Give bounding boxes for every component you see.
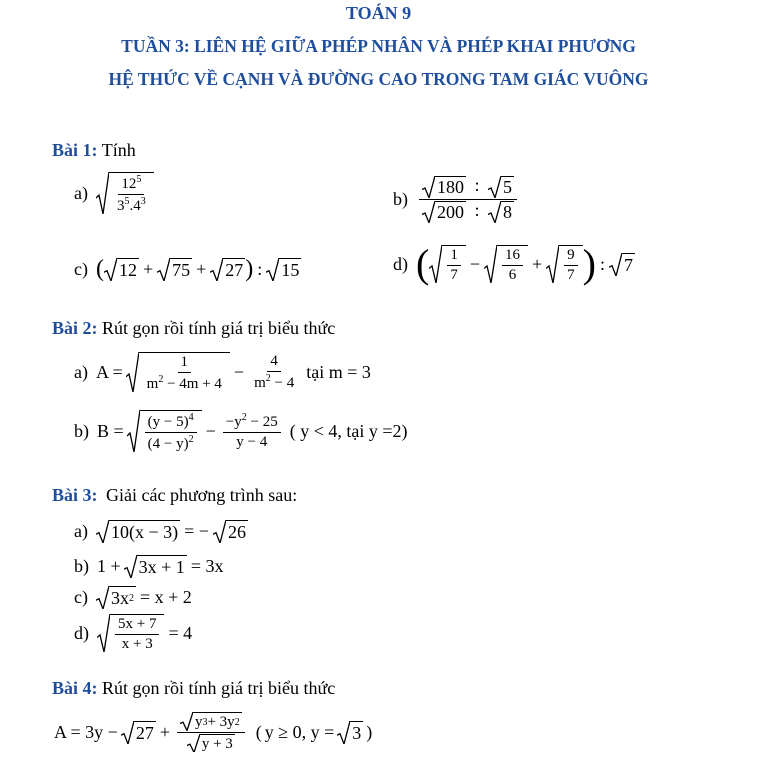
bai2-b: b) B = $\frac{(y - 5)^4}{(4 - y)^2}$ − $\frac{-y^2 - 25}{y - 4}$ ( y < 4, tại y =2) <box>74 412 408 452</box>
bai4-heading <box>52 678 335 699</box>
bai3-text: Giải các phương trình sau: <box>106 485 298 505</box>
bai1-a <box>74 172 154 214</box>
bai1-heading <box>52 140 136 161</box>
fraction: 180 : 5 200 : 8 <box>419 176 517 223</box>
bai3-a: a) 10(x − 3) = − 26 <box>74 521 246 542</box>
bai3-c: c) 3x 2 = x + 2 <box>74 587 192 608</box>
radical <box>96 172 154 214</box>
bai1-label: Bài 1: <box>52 140 98 160</box>
bai1-d: d) ( $\frac{1}{7}$ − $\frac{16}{6}$ + $\frac{9}{7}$ ) : 7 <box>393 241 633 286</box>
bai3-c-label: c) <box>74 587 88 607</box>
bai1-c: c) ( 12 + 75 + 27 ) : 15 <box>74 256 300 282</box>
bai4-expr: A = 3y − 27 + y 3 + 3y 2 y + 3 ( y ≥ 0, y = 3 ) <box>54 714 373 752</box>
bai2-a-label: a) <box>74 361 88 382</box>
fraction: $\frac{12^5}{3^5.4^3}$ <box>116 174 146 214</box>
bai4-label: Bài 4: <box>52 678 98 698</box>
bai4-text: Rút gọn rồi tính giá trị biểu thức <box>102 678 336 698</box>
doc-title: TOÁN 9 <box>345 3 412 23</box>
bai1-b-label: b) <box>393 188 408 209</box>
bai3-b-label: b) <box>74 556 89 576</box>
bai2-label: Bài 2: <box>52 318 98 338</box>
bai1-b <box>393 176 520 223</box>
doc-subtitle-2: HỆ THỨC VỀ CẠNH VÀ ĐƯỜNG CAO TRONG TAM GIÁC VUÔNG <box>108 69 649 89</box>
bai1-text: Tính <box>101 140 136 160</box>
bai1-d-label: d) <box>393 253 408 274</box>
bai2-a: a) A = $\frac{1}{m^2 - 4m + 4}$ − $\frac{4}{m^2 - 4}$ tại m = 3 <box>74 353 371 392</box>
bai3-d: d) $\frac{5x + 7}{x + 3}$ = 4 <box>74 616 193 652</box>
bai1-c-label: c) <box>74 259 88 279</box>
bai3-b: b) 1 + 3x + 1 = 3x <box>74 556 224 577</box>
bai2-b-label: b) <box>74 420 89 441</box>
bai2-heading <box>52 318 335 339</box>
bai3-heading <box>52 485 297 506</box>
bai3-a-label: a) <box>74 521 88 541</box>
bai1-a-label: a) <box>74 182 88 203</box>
bai2-text: Rút gọn rồi tính giá trị biểu thức <box>102 318 336 338</box>
doc-subtitle-1: TUẦN 3: LIÊN HỆ GIỮA PHÉP NHÂN VÀ PHÉP KHAI PHƯƠNG <box>121 36 636 56</box>
bai2-b-condition: ( y < 4, tại y =2) <box>289 420 408 441</box>
bai2-a-condition: tại m = 3 <box>306 361 371 382</box>
bai3-d-label: d) <box>74 622 89 643</box>
bai3-label: Bài 3: <box>52 485 98 505</box>
